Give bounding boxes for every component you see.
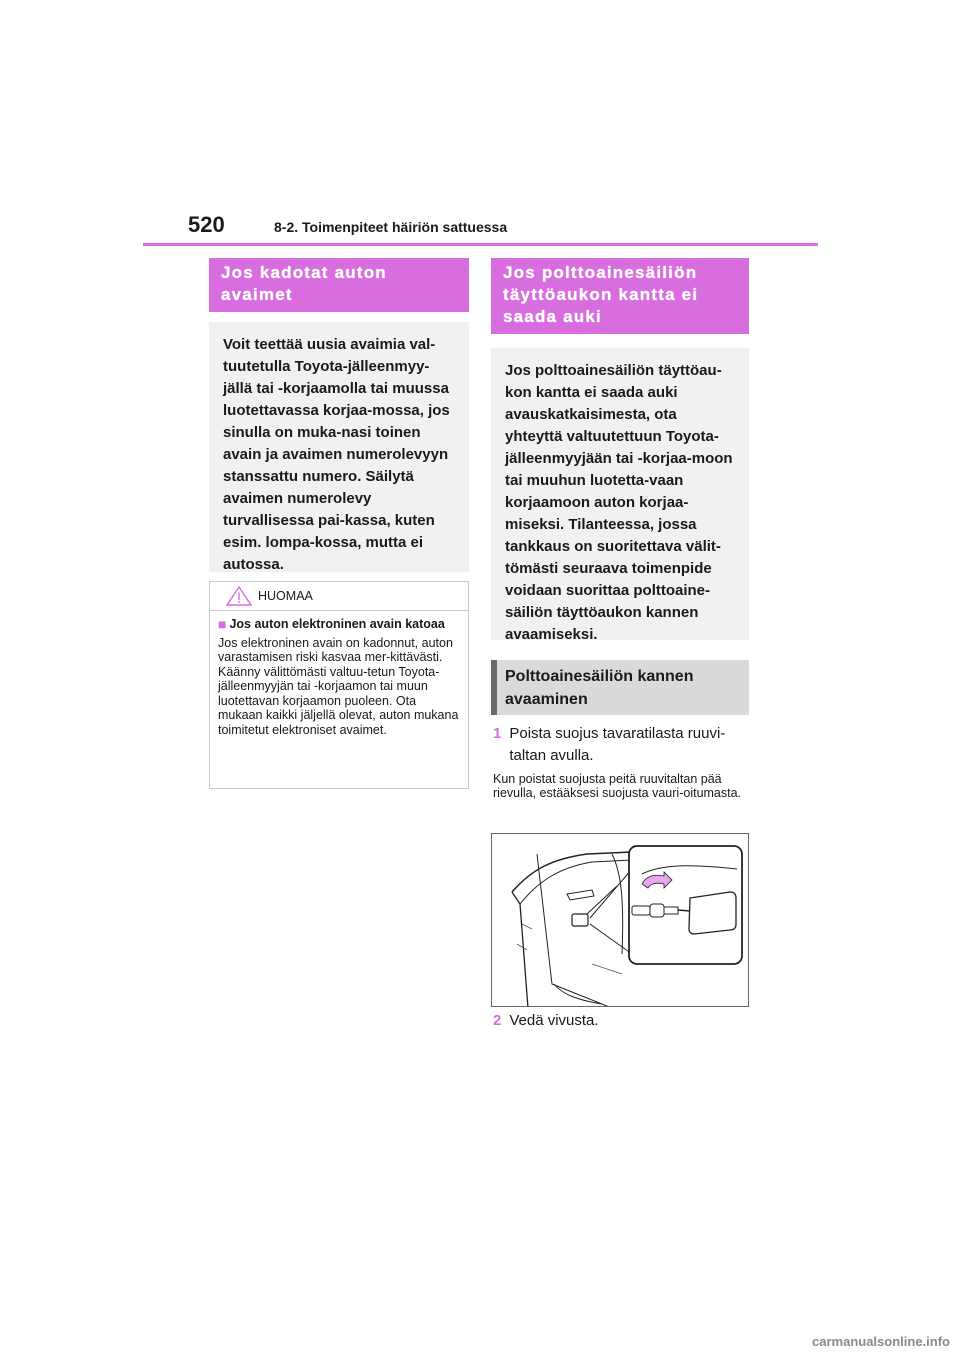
step-1-text: Poista suojus tavaratilasta ruuvi-taltan avulla. [509,725,726,764]
step-note: Kun poistat suojusta peitä ruuvitaltan pää rievulla, estääksesi suojusta vauri-oitumasta. [493,772,742,800]
trunk-illustration [491,833,749,1007]
step-1-number: 1 [493,725,502,742]
notice-subtitle [218,617,460,632]
warning-triangle-icon [226,586,252,606]
right-heading [491,258,749,334]
subheading-text: Polttoainesäiliön kannen avaaminen [505,668,694,708]
section-title: 8-2. Toimenpiteet häiriön sattuessa [274,219,508,235]
left-info-text: Voit teettää uusia avaimia val-tuutetulla Toyota-jälleenmyy-jällä tai -korjaamolla tai muussa luotettavassa korjaa-mossa, jos sinulla on muka-nasi toinen avain ja avaimen numerolevyyn stanssattu numero. Säilytä avaimen numerolevy turvallisessa pai-kassa, kuten esim. lompa-kossa, mutta ei autossa. [223,336,450,573]
notice-text: Jos elektroninen avain on kadonnut, auton varastamisen riski kasvaa mer-kittävästi. Käänny välittömästi valtuu-tetun Toyota-jälleenmyyjän tai -korjaamon tai muun luotettavan korjaamon puoleen. Ota mukaan kaikki jäljellä olevat, auton mukana toimitetut elektroniset avaimet. [218,635,459,737]
right-info-text: Jos polttoainesäiliön täyttöau-kon kantta ei saada auki avauskatkaisimesta, ota yhteyttä valtuutettuun Toyota-jälleenmyyjään tai -korjaa-moon tai muuhun luotetta-vaan korjaamoon auton korjaa-miseksi. Tilanteessa, jossa tankkaus on suoritettava välit-tömästi seuraava toimenpide voidaan suorittaa polttoaine-säiliön täyttöaukon kannen avaamiseksi. [505,362,733,643]
step-2-text: Vedä vivusta. [509,1012,599,1029]
watermark: carmanualsonline.info [812,1334,950,1349]
step-2-number: 2 [493,1012,502,1029]
step-2 [493,1010,751,1032]
left-info-box [209,322,469,572]
bullet-square-icon: ■ [218,616,227,632]
right-heading-text: Jos polttoainesäiliön täyttöaukon kantta ei saada auki [503,263,699,326]
subheading [491,660,749,715]
header-rule [143,243,818,246]
step-1 [493,723,751,767]
notice-subtitle-text: Jos auton elektroninen avain katoaa [229,617,445,631]
trunk-illustration-drawing [492,834,749,1007]
page-number: 520 [188,212,225,237]
notice-body [210,611,468,743]
left-heading-text: Jos kadotat auton avaimet [221,263,387,304]
notice-header [210,582,468,611]
left-heading [209,258,469,312]
right-info-box [491,348,749,643]
notice-label: HUOMAA [258,589,313,603]
notice-box [209,581,469,789]
